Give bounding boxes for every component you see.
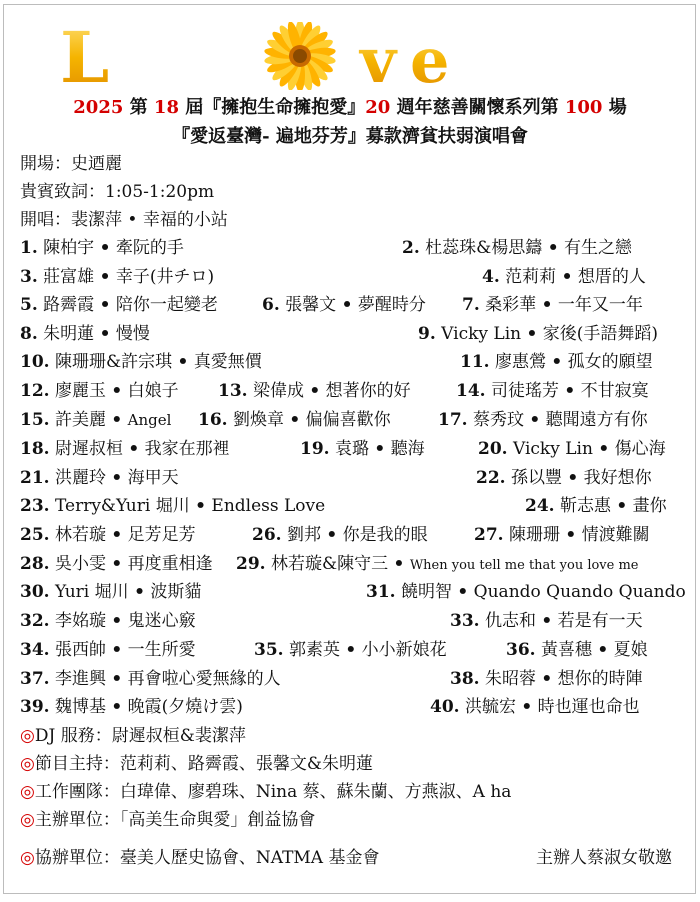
singer-name: 尉遲叔桓	[54, 439, 123, 459]
song-entry	[462, 290, 643, 315]
song-entry	[525, 491, 667, 516]
song-entry	[460, 347, 653, 372]
song-entry	[20, 692, 243, 717]
bullet-separator: •	[547, 238, 559, 258]
song-title: 再度重相逢	[127, 554, 213, 574]
song-entry	[20, 491, 325, 516]
bullet-separator: •	[289, 410, 301, 430]
song-entry	[20, 635, 196, 660]
event-title: 2025 第 18 屆『擁抱生命擁抱愛』20 週年慈善關懷系列第 100 場	[73, 97, 627, 118]
intro-first-song: 開唱：裴潔萍 • 幸福的小站	[20, 210, 228, 230]
song-entry	[20, 405, 171, 430]
song-title: 真愛無價	[193, 352, 262, 372]
bullet-separator: •	[374, 439, 386, 459]
song-entry	[20, 664, 281, 689]
bullet-separator: •	[309, 381, 321, 401]
song-number: 31.	[366, 582, 396, 602]
program-row	[0, 434, 700, 460]
song-title: 陪你一起變老	[115, 295, 218, 315]
song-title: 你是我的眼	[342, 525, 428, 545]
singer-name: 吳小雯	[54, 554, 106, 574]
bullet-separator: •	[134, 582, 145, 602]
singer-name: 廖惠鶯	[494, 352, 546, 372]
singer-name: 范莉莉	[505, 267, 557, 287]
song-entry	[402, 233, 632, 258]
song-entry	[20, 233, 184, 258]
program-row	[0, 290, 700, 316]
song-number: 16.	[198, 410, 228, 430]
bullet-separator: •	[99, 324, 111, 344]
song-number: 21.	[20, 468, 50, 488]
bullet-separator: •	[541, 611, 553, 631]
program-row	[0, 635, 700, 661]
singer-name: 張西帥	[54, 640, 106, 660]
song-title: 慢慢	[115, 324, 150, 344]
song-title: 海甲天	[127, 468, 179, 488]
singer-name: 莊富雄	[43, 267, 95, 287]
bullet-separator: •	[99, 238, 111, 258]
song-number: 23.	[20, 496, 50, 516]
singer-name: 司徒瑤芳	[490, 381, 559, 401]
song-title: 有生之戀	[563, 238, 632, 258]
song-number: 17.	[438, 410, 468, 430]
song-entry	[20, 520, 196, 545]
bullet-separator: •	[111, 640, 123, 660]
bullet-separator: •	[597, 640, 609, 660]
song-entry	[20, 290, 218, 315]
program-row	[0, 606, 700, 632]
program-row	[0, 376, 700, 402]
singer-name: 劉煥章	[232, 410, 284, 430]
song-title: 情渡難關	[581, 525, 650, 545]
event-subtitle: 『愛返臺灣- 遍地芬芳』募款濟貧扶弱演唱會	[172, 126, 528, 147]
bullet-separator: •	[177, 352, 189, 372]
singer-name: Vicky Lin	[441, 324, 522, 344]
song-number: 37.	[20, 669, 50, 689]
song-entry	[198, 405, 391, 430]
song-number: 11.	[460, 352, 490, 372]
love-logo	[60, 22, 640, 90]
song-number: 28.	[20, 554, 50, 574]
singer-name: 靳志惠	[559, 496, 611, 516]
bullet-separator: •	[541, 295, 553, 315]
singer-name: 劉邦	[286, 525, 321, 545]
singer-name: 林若璇&陳守三	[270, 554, 389, 574]
song-number: 36.	[506, 640, 536, 660]
song-title: 畫你	[632, 496, 667, 516]
song-entry	[476, 463, 652, 488]
program-row	[0, 405, 700, 431]
song-title: When you tell me that you love me	[409, 558, 639, 573]
song-title: 一生所愛	[127, 640, 196, 660]
bullet-separator: •	[111, 468, 123, 488]
singer-name: 魏博基	[54, 697, 106, 717]
singer-name: 陳柏宇	[43, 238, 95, 258]
song-title: 偏偏喜歡你	[305, 410, 391, 430]
song-number: 4.	[482, 267, 500, 287]
singer-name: 朱明蓮	[43, 324, 95, 344]
song-entry	[20, 606, 196, 631]
song-entry	[456, 376, 649, 401]
song-title: 白娘子	[127, 381, 179, 401]
bullet-separator: •	[341, 295, 353, 315]
footer-organizer: ◎主辦單位：「高美生命與愛」創益協會	[20, 810, 316, 830]
song-number: 20.	[478, 439, 508, 459]
song-title: 波斯貓	[150, 582, 202, 602]
song-number: 35.	[254, 640, 284, 660]
song-entry	[474, 520, 650, 545]
song-number: 40.	[430, 697, 460, 717]
program-row	[0, 347, 700, 373]
song-title: 足芳足芳	[127, 525, 196, 545]
singer-name: 孫以豐	[510, 468, 562, 488]
song-entry	[418, 319, 658, 344]
song-entry	[262, 290, 426, 315]
singer-name: 洪毓宏	[464, 697, 516, 717]
bullet-separator: •	[195, 496, 206, 516]
song-entry	[438, 405, 648, 430]
program-row	[0, 319, 700, 345]
bullet-separator: •	[99, 295, 111, 315]
footer-dj: ◎DJ 服務：尉遲叔桓&裴潔萍	[20, 726, 246, 746]
program-row	[0, 692, 700, 718]
song-number: 7.	[462, 295, 480, 315]
footer-co-organizer: ◎協辦單位：臺美人歷史協會、NATMA 基金會	[20, 848, 380, 868]
song-number: 3.	[20, 267, 38, 287]
bullet-separator: •	[526, 324, 538, 344]
bullet-separator: •	[111, 554, 123, 574]
bullet-separator: •	[128, 439, 140, 459]
song-number: 12.	[20, 381, 50, 401]
song-entry	[506, 635, 648, 660]
song-entry	[218, 376, 411, 401]
song-entry	[20, 262, 214, 287]
singer-name: 張馨文	[285, 295, 337, 315]
singer-name: 朱昭蓉	[484, 669, 536, 689]
song-entry	[478, 434, 666, 459]
singer-name: 桑彩華	[485, 295, 537, 315]
footer-hosts: ◎節目主持：范莉莉、路霽霞、張馨文&朱明蓮	[20, 754, 373, 774]
song-title: 鬼迷心竅	[127, 611, 196, 631]
song-number: 14.	[456, 381, 486, 401]
song-number: 5.	[20, 295, 38, 315]
singer-name: 蔡秀玟	[472, 410, 524, 430]
bullet-separator: •	[111, 697, 123, 717]
signature: 主辦人蔡淑女敬邀	[536, 848, 672, 868]
singer-name: 洪麗玲	[54, 468, 106, 488]
song-number: 39.	[20, 697, 50, 717]
program-row	[0, 262, 700, 288]
bullet-separator: •	[111, 410, 123, 430]
bullet-separator: •	[521, 697, 533, 717]
intro-opening: 開場：史迺麗	[20, 154, 122, 174]
logo-letters-ve: ve	[360, 24, 464, 90]
program-row	[0, 549, 700, 575]
song-number: 2.	[402, 238, 420, 258]
song-number: 29.	[236, 554, 266, 574]
song-title: 孤女的願望	[567, 352, 653, 372]
song-number: 33.	[450, 611, 480, 631]
bullet-separator: •	[111, 381, 123, 401]
song-number: 9.	[418, 324, 436, 344]
song-entry	[20, 549, 213, 574]
song-number: 30.	[20, 582, 50, 602]
singer-name: 袁璐	[334, 439, 369, 459]
song-entry	[482, 262, 646, 287]
singer-name: 許美麗	[54, 410, 106, 430]
singer-name: 李進興	[54, 669, 106, 689]
song-title: 再會啦心愛無緣的人	[127, 669, 281, 689]
singer-name: 林若璇	[54, 525, 106, 545]
song-entry	[450, 664, 643, 689]
song-number: 25.	[20, 525, 50, 545]
song-entry	[366, 577, 686, 602]
program-row	[0, 520, 700, 546]
program-row	[0, 491, 700, 517]
song-title: 夢醒時分	[357, 295, 426, 315]
song-title: 聽海	[390, 439, 425, 459]
singer-name: 陳珊珊	[508, 525, 560, 545]
logo-letter-l: L	[60, 22, 112, 90]
singer-name: 饒明智	[400, 582, 452, 602]
song-title: 傷心海	[614, 439, 666, 459]
song-title: 小小新娘花	[361, 640, 447, 660]
song-entry	[254, 635, 447, 660]
program-row	[0, 577, 700, 603]
program-row	[0, 664, 700, 690]
song-title: 牽阮的手	[115, 238, 184, 258]
song-title: 晚霞(夕燒け雲)	[127, 697, 243, 717]
singer-name: 仇志和	[484, 611, 536, 631]
singer-name: Vicky Lin	[512, 439, 593, 459]
singer-name: 黃喜穗	[540, 640, 592, 660]
song-title: Angel	[127, 411, 172, 429]
singer-name: Yuri 堀川	[54, 582, 129, 602]
song-title: 夏娘	[613, 640, 648, 660]
bullet-separator: •	[457, 582, 469, 602]
song-number: 13.	[218, 381, 248, 401]
singer-name: 梁偉成	[252, 381, 304, 401]
song-number: 26.	[252, 525, 282, 545]
song-title: Quando Quando Quando	[473, 582, 686, 602]
singer-name: 陳珊珊&許宗琪	[54, 352, 173, 372]
song-entry	[20, 347, 262, 372]
song-number: 38.	[450, 669, 480, 689]
song-title: 幸子(井チロ)	[115, 267, 215, 287]
song-title: 一年又一年	[557, 295, 643, 315]
song-title: 想你的時陣	[557, 669, 643, 689]
song-number: 18.	[20, 439, 50, 459]
song-entry	[252, 520, 428, 545]
song-entry	[300, 434, 425, 459]
year: 2025	[73, 97, 124, 118]
footer-team: ◎工作團隊：白瑋偉、廖碧珠、Nina 蔡、蘇朱蘭、方燕淑、A ha	[20, 782, 512, 802]
song-number: 6.	[262, 295, 280, 315]
bullet-separator: •	[393, 554, 405, 574]
song-number: 8.	[20, 324, 38, 344]
program-row	[0, 233, 700, 259]
bullet-separator: •	[99, 267, 111, 287]
intro-speech: 貴賓致詞：1:05-1:20pm	[20, 182, 215, 202]
bullet-separator: •	[345, 640, 357, 660]
singer-name: 郭素英	[288, 640, 340, 660]
song-title: 我家在那裡	[144, 439, 230, 459]
bullet-separator: •	[111, 669, 123, 689]
song-title: 時也運也命也	[537, 697, 640, 717]
song-title: Endless Love	[211, 496, 326, 516]
bullet-separator: •	[616, 496, 628, 516]
song-number: 15.	[20, 410, 50, 430]
song-entry	[20, 319, 150, 344]
bullet-separator: •	[529, 410, 541, 430]
bullet-separator: •	[561, 267, 573, 287]
song-entry	[450, 606, 643, 631]
song-title: 想厝的人	[577, 267, 646, 287]
bullet-separator: •	[564, 381, 576, 401]
singer-name: Terry&Yuri 堀川	[54, 496, 190, 516]
bullet-separator: •	[565, 525, 577, 545]
song-number: 19.	[300, 439, 330, 459]
singer-name: 路霽霞	[43, 295, 95, 315]
flower-icon	[264, 22, 337, 90]
bullet-separator: •	[551, 352, 563, 372]
singer-name: 李姳璇	[54, 611, 106, 631]
song-entry	[20, 434, 230, 459]
song-title: 不甘寂寞	[580, 381, 649, 401]
song-number: 10.	[20, 352, 50, 372]
song-title: 我好想你	[583, 468, 652, 488]
song-entry	[20, 463, 179, 488]
song-entry	[430, 692, 640, 717]
song-title: 若是有一天	[557, 611, 643, 631]
song-entry	[236, 549, 639, 574]
song-title: 聽聞遠方有你	[545, 410, 648, 430]
program-row	[0, 463, 700, 489]
bullet-separator: •	[541, 669, 553, 689]
song-number: 1.	[20, 238, 38, 258]
singer-name: 廖麗玉	[54, 381, 106, 401]
song-title: 家後(手語舞蹈)	[542, 324, 659, 344]
song-number: 22.	[476, 468, 506, 488]
song-number: 32.	[20, 611, 50, 631]
bullet-separator: •	[567, 468, 579, 488]
song-entry	[20, 376, 179, 401]
bullet-separator: •	[598, 439, 610, 459]
bullet-separator: •	[111, 525, 123, 545]
bullet-separator: •	[326, 525, 338, 545]
bullet-separator: •	[111, 611, 123, 631]
song-title: 想著你的好	[325, 381, 411, 401]
song-entry	[20, 577, 201, 602]
song-number: 27.	[474, 525, 504, 545]
singer-name: 杜蕊珠&楊思鑄	[425, 238, 543, 258]
song-number: 24.	[525, 496, 555, 516]
song-number: 34.	[20, 640, 50, 660]
